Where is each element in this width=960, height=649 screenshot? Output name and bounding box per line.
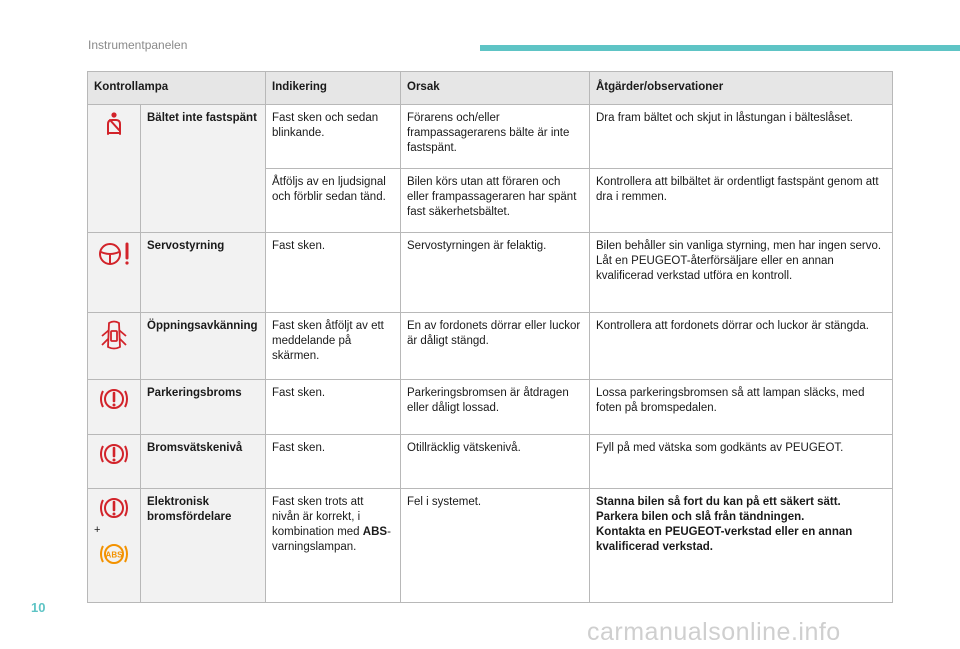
action-cell: Dra fram bältet och skjut in låstungan i bälteslåset. [590, 105, 893, 169]
indication-cell: Fast sken. [266, 233, 401, 313]
table-row [88, 380, 893, 435]
abs-label: ABS [362, 526, 388, 538]
abs-icon-label: ABS [105, 550, 123, 560]
brake-warning-icon [94, 495, 134, 521]
cause-cell: Parkeringsbromsen är åtdragen eller dåligt lossad. [401, 380, 590, 435]
action-cell: Lossa parkeringsbromsen så att lampan släcks, med foten på bromspedalen. [590, 380, 893, 435]
icon-cell [88, 105, 141, 233]
cause-cell: Bilen körs utan att föraren och eller frampassageraren har spänt fast säkerhetsbältet. [401, 169, 590, 233]
table-row [88, 489, 893, 603]
icon-cell [88, 233, 141, 313]
watermark: carmanualsonline.info [587, 618, 841, 646]
brake-warning-icon [94, 441, 134, 467]
table-row [88, 105, 893, 169]
indication-cell: Fast sken. [266, 435, 401, 489]
table-row [88, 233, 893, 313]
cause-cell: Förarens och/eller frampassagerarens bälte är inte fastspänt. [401, 105, 590, 169]
icon-cell [88, 313, 141, 380]
table-row [88, 435, 893, 489]
warning-name: Bromsvätskenivå [141, 435, 266, 489]
indication-text-start: Fast sken trots att nivån är korrekt, i kombination med [272, 496, 364, 538]
page-number: 10 [31, 600, 46, 615]
brake-warning-icon [94, 386, 134, 412]
car-doors-open-icon [94, 319, 134, 353]
warning-name: Parkeringsbroms [141, 380, 266, 435]
cause-cell: Servostyrningen är felaktig. [401, 233, 590, 313]
warning-lights-table [87, 71, 893, 603]
indication-cell [266, 489, 401, 603]
steering-wheel-warning-icon [94, 239, 134, 267]
abs-icon [94, 540, 134, 568]
action-cell: Kontrollera att bilbältet är ordentligt fastspänt genom att dra i remmen. [590, 169, 893, 233]
action-cell: Kontrollera att fordonets dörrar och luckor är stängda. [590, 313, 893, 380]
column-header-atgarder: Åtgärder/observationer [590, 72, 893, 105]
cause-cell: Otillräcklig vätskenivå. [401, 435, 590, 489]
warning-name: Elektronisk bromsfördelare [141, 489, 266, 603]
indication-text-end: -varningslampan. [272, 526, 391, 553]
warning-name: Servostyrning [141, 233, 266, 313]
cause-cell: Fel i systemet. [401, 489, 590, 603]
action-cell: Fyll på med vätska som godkänts av PEUGEOT. [590, 435, 893, 489]
action-cell: Stanna bilen så fort du kan på ett säkert sätt. Parkera bilen och slå från tändningen. Kontakta en PEUGEOT-verkstad eller en annan kvalificerad verkstad. [590, 489, 893, 603]
icon-cell [88, 489, 141, 603]
seatbelt-icon [94, 111, 134, 137]
plus-sign: + [94, 524, 101, 536]
header-accent-bar [480, 45, 960, 51]
column-header-orsak: Orsak [401, 72, 590, 105]
icon-cell [88, 380, 141, 435]
action-cell: Bilen behåller sin vanliga styrning, men har ingen servo. Låt en PEUGEOT-återförsäljare eller en annan kvalificerad verkstad utföra en kontroll. [590, 233, 893, 313]
indication-cell: Fast sken. [266, 380, 401, 435]
indication-cell: Åtföljs av en ljudsignal och förblir sedan tänd. [266, 169, 401, 233]
table-header-row [88, 72, 893, 105]
warning-name: Öppningsavkänning [141, 313, 266, 380]
icon-cell [88, 435, 141, 489]
cause-cell: En av fordonets dörrar eller luckor är dåligt stängd. [401, 313, 590, 380]
table-row [88, 313, 893, 380]
indication-cell: Fast sken åtföljt av ett meddelande på skärmen. [266, 313, 401, 380]
warning-name: Bältet inte fastspänt [141, 105, 266, 233]
indication-cell: Fast sken och sedan blinkande. [266, 105, 401, 169]
section-title: Instrumentpanelen [88, 38, 188, 52]
column-header-indikering: Indikering [266, 72, 401, 105]
column-header-kontrollampa: Kontrollampa [88, 72, 266, 105]
